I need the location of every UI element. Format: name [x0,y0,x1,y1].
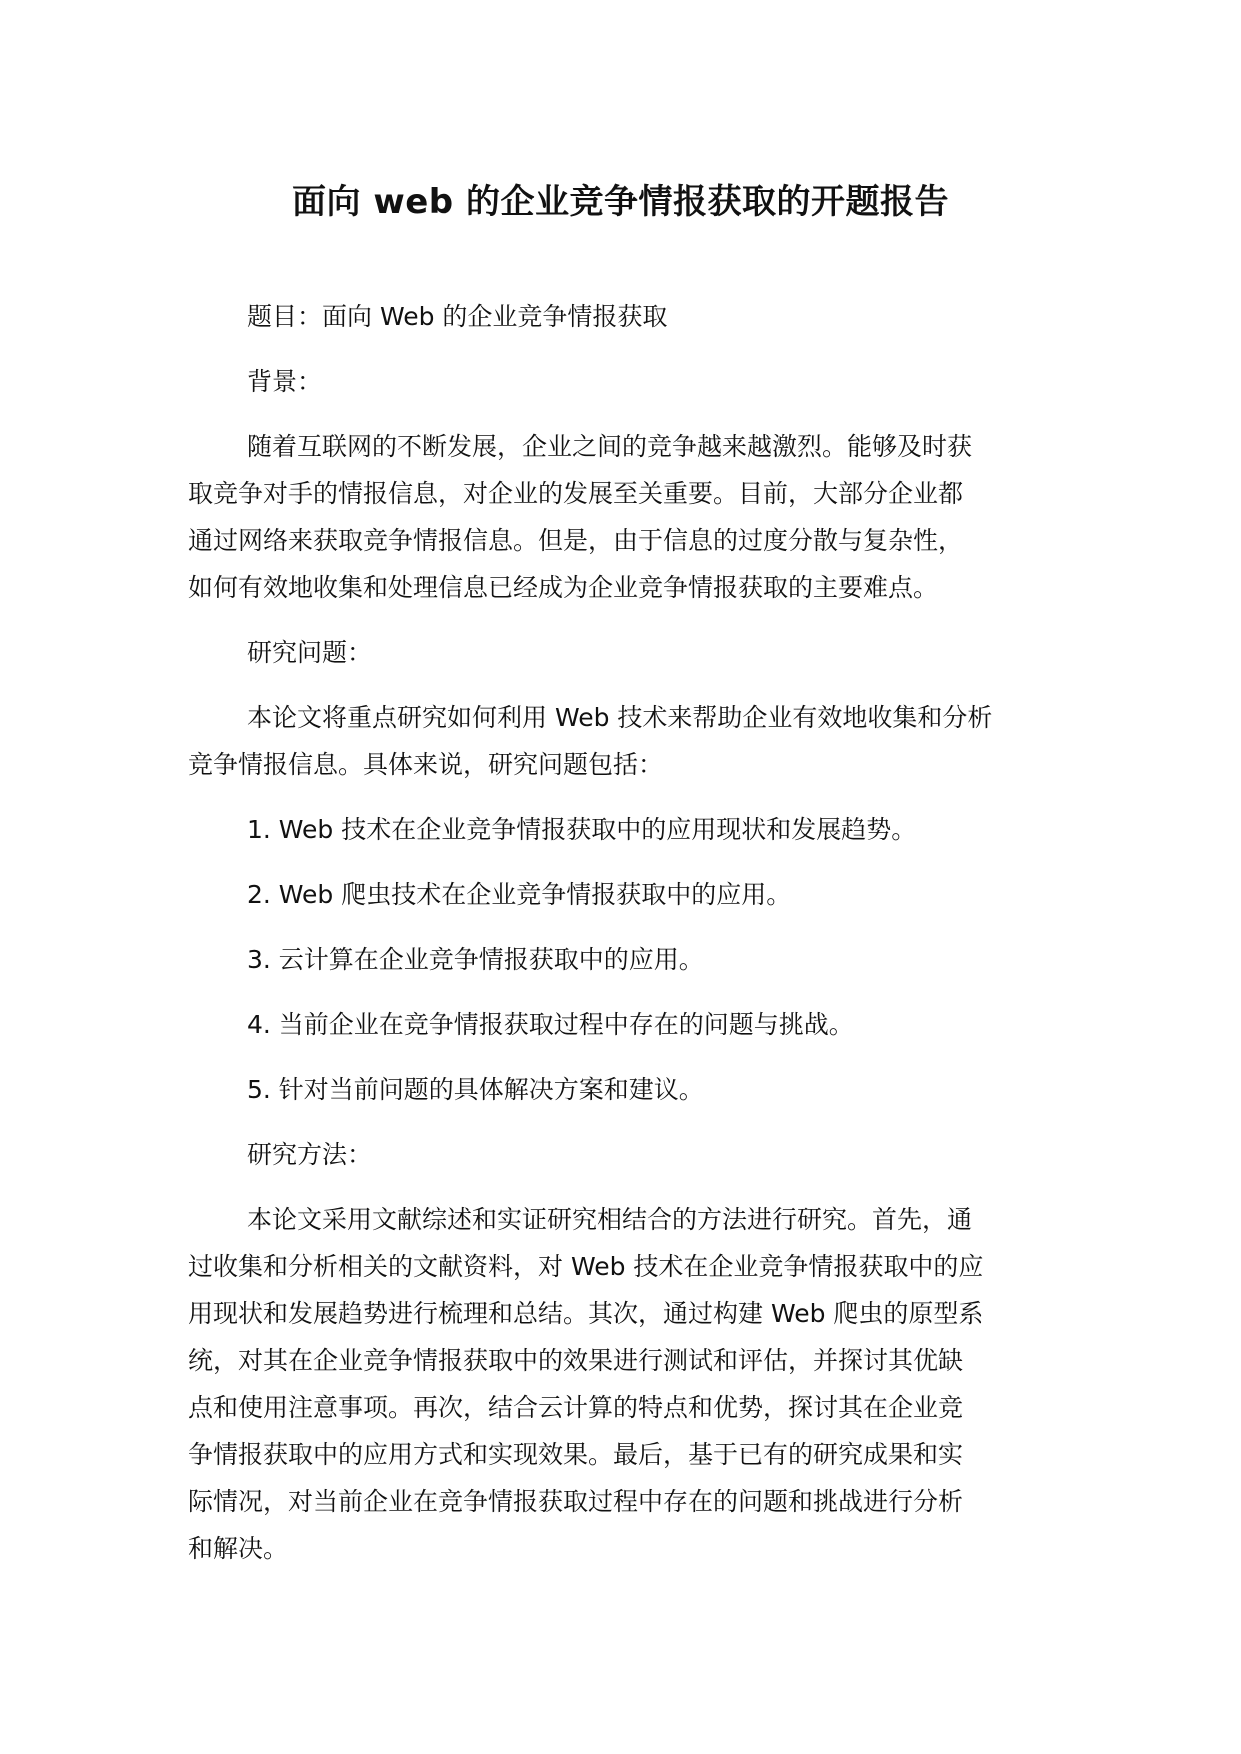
research-questions-intro [188,694,1053,788]
paragraph-line: 际情况，对当前企业在竞争情报获取过程中存在的问题和挑战进行分析 [188,1487,964,1516]
paragraph-line: 如何有效地收集和处理信息已经成为企业竞争情报获取的主要难点。 [188,573,939,602]
background-heading: 背景： [247,367,323,396]
research-question-item: 3. 云计算在企业竞争情报获取中的应用。 [247,945,704,974]
paragraph-line: 和解决。 [188,1534,289,1563]
paragraph-line: 本论文将重点研究如何利用 Web 技术来帮助企业有效地收集和分析 [247,703,993,732]
paragraph-line: 竞争情报信息。具体来说，研究问题包括： [188,750,664,779]
paragraph-line: 争情报获取中的应用方式和实现效果。最后，基于已有的研究成果和实 [188,1440,964,1469]
research-question-item: 5. 针对当前问题的具体解决方案和建议。 [247,1075,704,1104]
research-question-item: 1. Web 技术在企业竞争情报获取中的应用现状和发展趋势。 [247,815,917,844]
document-title: 面向 web 的企业竞争情报获取的开题报告 [292,182,949,222]
paragraph-line: 通过网络来获取竞争情报信息。但是，由于信息的过度分散与复杂性， [188,526,964,555]
paragraph-line: 统，对其在企业竞争情报获取中的效果进行测试和评估，并探讨其优缺 [188,1346,964,1375]
paragraph-line: 用现状和发展趋势进行梳理和总结。其次，通过构建 Web 爬虫的原型系 [188,1299,984,1328]
document-body [188,293,1053,1590]
methods-paragraph [188,1196,1053,1572]
paragraph-line: 随着互联网的不断发展，企业之间的竞争越来越激烈。能够及时获 [247,432,973,461]
background-paragraph [188,423,1053,611]
paragraph-line: 过收集和分析相关的文献资料，对 Web 技术在企业竞争情报获取中的应 [188,1252,984,1281]
research-question-item: 4. 当前企业在竞争情报获取过程中存在的问题与挑战。 [247,1010,854,1039]
paragraph-line: 点和使用注意事项。再次，结合云计算的特点和优势，探讨其在企业竞 [188,1393,964,1422]
topic-line: 题目：面向 Web 的企业竞争情报获取 [247,302,668,331]
methods-heading: 研究方法： [247,1140,373,1169]
research-question-item: 2. Web 爬虫技术在企业竞争情报获取中的应用。 [247,880,792,909]
research-questions-heading: 研究问题： [247,638,373,667]
paragraph-line: 取竞争对手的情报信息，对企业的发展至关重要。目前，大部分企业都 [188,479,964,508]
paragraph-line: 本论文采用文献综述和实证研究相结合的方法进行研究。首先，通 [247,1205,973,1234]
